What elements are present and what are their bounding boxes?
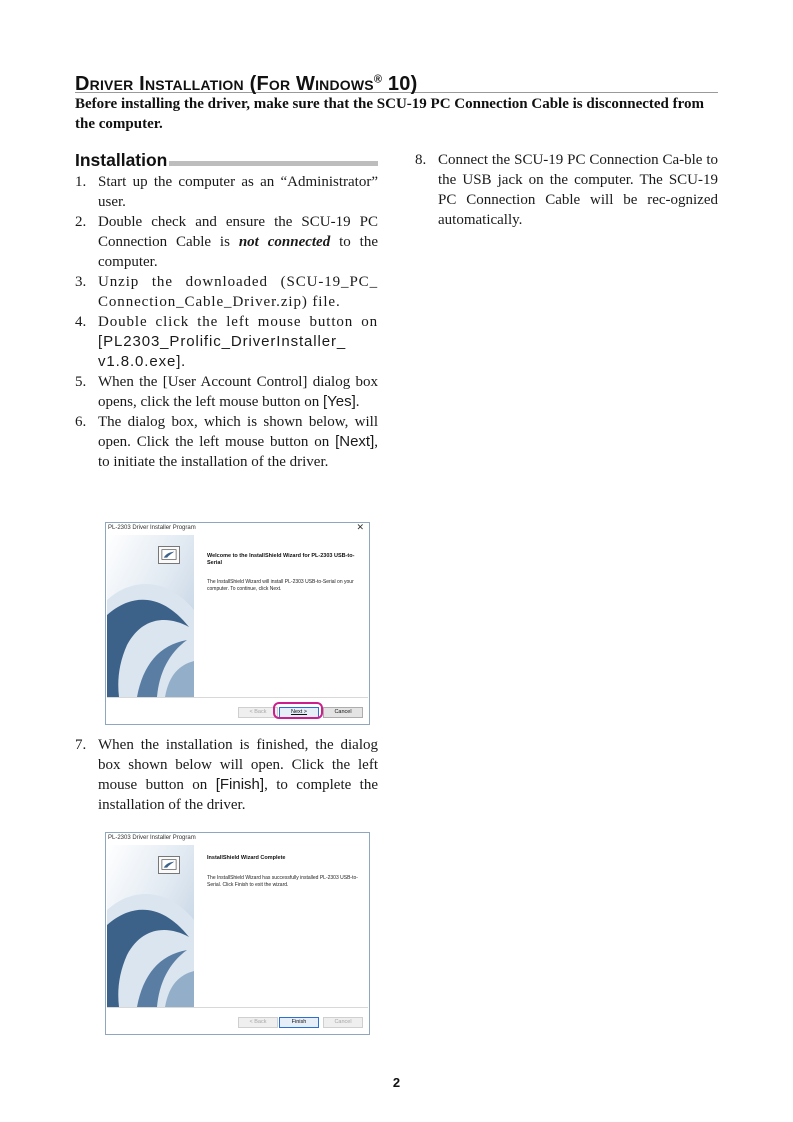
dialog-body: The InstallShield Wizard will install PL-2303 USB-to-Serial on your computer. To continue, click Next. — [207, 579, 354, 592]
installer-icon — [158, 856, 180, 874]
dialog-title: PL-2303 Driver Installer Program — [108, 835, 196, 841]
step-text: Double check and ensure the SCU-19 PC Connection Cable is — [98, 214, 378, 250]
button-reference: [Yes] — [322, 393, 356, 410]
steps-list — [75, 172, 378, 472]
button-reference: [Finish] — [215, 776, 265, 793]
step-number: 4. — [75, 314, 87, 330]
cancel-button[interactable]: Cancel — [323, 707, 363, 718]
step-number: 2. — [75, 214, 87, 230]
step-number: 5. — [75, 374, 87, 390]
button-reference: [Next] — [335, 433, 375, 450]
step-8 — [415, 150, 718, 230]
page-title: Driver Installation (For Windows® 10) — [75, 72, 418, 95]
wizard-side-graphic — [107, 535, 194, 697]
step-text: Connect the SCU-19 PC Connection Ca-ble to the USB jack on the computer. The SCU-19 PC Connection Cable will be rec-ognized automatically. — [438, 152, 718, 228]
close-icon[interactable]: ✕ — [356, 523, 364, 533]
back-button[interactable]: < Back — [238, 1017, 278, 1028]
step-text: Start up the computer as an “Administrator” user. — [98, 174, 378, 210]
step-number: 8. — [415, 152, 427, 168]
intro-text: Before installing the driver, make sure that the SCU-19 PC Connection Cable is disconnected from the computer. — [75, 96, 705, 132]
registered-mark: ® — [373, 73, 383, 85]
section-rule — [135, 161, 378, 166]
section-heading — [75, 149, 378, 171]
main-heading — [75, 66, 718, 93]
file-name: [PL2303_Prolific_DriverInstaller_ v1.8.0.exe] — [98, 333, 347, 370]
cancel-button[interactable]: Cancel — [323, 1017, 363, 1028]
step-3 — [75, 272, 378, 312]
step-text: When the [User Account Control] dialog box opens, click the left mouse button on — [98, 374, 378, 410]
step-4: 4. Double click the left mouse button on [PL2303_Prolific_DriverInstaller_ v1.8.0.exe]. — [75, 314, 378, 370]
step-text: The dialog box, which is shown below, will open. Click the left mouse button on — [98, 414, 378, 450]
step-text: Double click the left mouse button on — [98, 314, 378, 330]
step-1 — [75, 172, 378, 212]
dialog-separator — [107, 1007, 368, 1008]
step-text: When the installation is finished, the dialog box shown below will open. Click the left mouse button on — [98, 737, 378, 793]
back-button[interactable]: < Back — [238, 707, 278, 718]
step-2: 2. Double check and ensure the SCU-19 PC Connection Cable is not connected to the computer. — [75, 214, 378, 270]
step-7: 7. When the installation is finished, the dialog box shown below will open. Click the left mouse button on [Finish], to complete the installation of the driver. — [75, 737, 379, 813]
step-number: 1. — [75, 174, 87, 190]
installer-icon — [158, 546, 180, 564]
finish-button[interactable]: Finish — [279, 1017, 319, 1028]
step-text: Unzip the downloaded (SCU-19_PC_ Connection_Cable_Driver.zip) file. — [98, 274, 378, 310]
dialog-heading: InstallShield Wizard Complete — [207, 855, 286, 861]
step-number: 7. — [75, 737, 87, 753]
dialog-heading: Welcome to the InstallShield Wizard for PL-2303 USB-to-Serial — [207, 553, 355, 566]
dialog-separator — [107, 697, 368, 698]
step-number: 3. — [75, 274, 87, 290]
dialog-body: The InstallShield Wizard has successfully installed PL-2303 USB-to-Serial. Click Finish to exit the wizard. — [207, 875, 358, 888]
emphasis: not connected — [238, 234, 331, 250]
step-number: 6. — [75, 414, 87, 430]
steps-list-continued — [75, 735, 378, 815]
welcome-dialog-screenshot — [105, 522, 370, 725]
next-button-highlight — [273, 702, 323, 719]
section-title: Installation — [75, 150, 168, 170]
step-6: 6. The dialog box, which is shown below, will open. Click the left mouse button on [Next], to initiate the installation of the driver. — [75, 414, 378, 470]
page-number: 2 — [392, 1075, 401, 1090]
complete-dialog-screenshot — [105, 832, 370, 1035]
dialog-title: PL-2303 Driver Installer Program — [108, 525, 196, 531]
wizard-side-graphic — [107, 845, 194, 1007]
next-button[interactable]: Next > — [279, 707, 319, 718]
step-5: 5. When the [User Account Control] dialog box opens, click the left mouse button on [Yes]. — [75, 374, 378, 410]
steps-list-right — [415, 150, 718, 230]
